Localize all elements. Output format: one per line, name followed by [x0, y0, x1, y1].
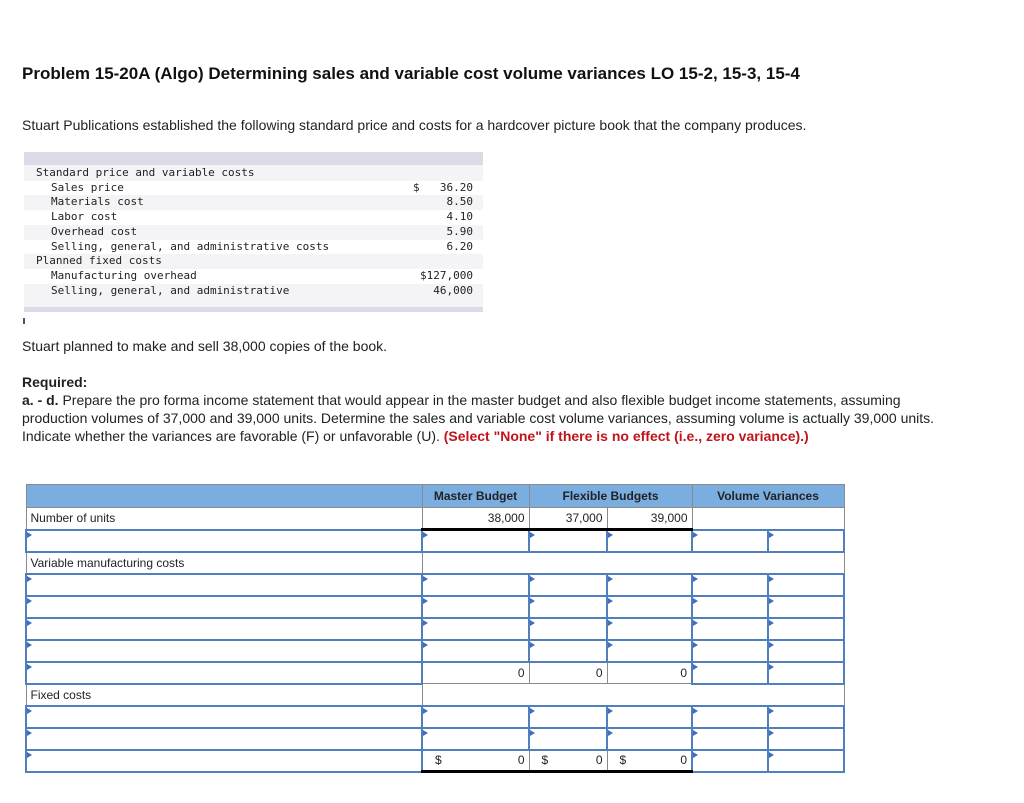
input-row	[26, 706, 844, 728]
standards-row	[24, 195, 483, 210]
standards-value: 6.20	[446, 239, 473, 253]
flex-2-input[interactable]	[607, 728, 692, 750]
variance-fu-select[interactable]	[768, 618, 844, 640]
flex-2-input[interactable]	[607, 706, 692, 728]
standards-row	[24, 254, 483, 269]
flex-1-input[interactable]	[529, 596, 607, 618]
variance-amount-input[interactable]	[692, 706, 768, 728]
standards-label: Overhead cost	[51, 224, 138, 238]
standards-value: 46,000	[433, 283, 473, 297]
fixed-total-amount: 0	[517, 753, 525, 768]
standards-table	[24, 152, 483, 312]
fixed-total-row	[26, 750, 844, 772]
flex-1-input[interactable]	[529, 706, 607, 728]
flex-1-input[interactable]	[529, 728, 607, 750]
standards-row	[24, 225, 483, 240]
header-flexible-budgets: Flexible Budgets	[529, 485, 692, 508]
variance-amount-input[interactable]	[692, 750, 768, 772]
variable-total-value	[607, 662, 692, 684]
variance-fu-select[interactable]	[768, 662, 844, 684]
master-input[interactable]	[422, 728, 529, 750]
input-row	[26, 728, 844, 750]
header-master-budget: Master Budget	[422, 485, 529, 508]
variance-amount-input[interactable]	[692, 530, 768, 552]
label-input[interactable]	[26, 706, 422, 728]
standards-label: Sales price	[51, 180, 124, 194]
input-row	[26, 640, 844, 662]
variance-amount-input[interactable]	[692, 618, 768, 640]
fixed-total-value	[422, 750, 529, 772]
variance-fu-select[interactable]	[768, 728, 844, 750]
flex-1-input[interactable]	[529, 574, 607, 596]
standards-row	[24, 166, 483, 181]
standards-label: Selling, general, and administrative costs	[51, 239, 330, 253]
variance-fu-select[interactable]	[768, 596, 844, 618]
label-input[interactable]	[26, 530, 422, 552]
header-volume-variances: Volume Variances	[692, 485, 844, 508]
label-input[interactable]	[26, 596, 422, 618]
variable-costs-label: Variable manufacturing costs	[26, 552, 422, 574]
variable-total-value	[529, 662, 607, 684]
variance-fu-select[interactable]	[768, 706, 844, 728]
flex-1-input[interactable]	[529, 530, 607, 552]
standards-label: Labor cost	[51, 210, 118, 224]
dollar-sign: $	[435, 753, 442, 768]
standards-row	[24, 269, 483, 284]
variance-fu-select[interactable]	[768, 574, 844, 596]
fixed-costs-row	[26, 684, 844, 706]
dollar-sign: $	[413, 180, 420, 194]
master-input[interactable]	[422, 530, 529, 552]
flex-2-input[interactable]	[607, 640, 692, 662]
required-part: a. - d.	[22, 392, 59, 408]
standards-value: 5.90	[446, 224, 473, 238]
variable-total-amount: 0	[595, 665, 603, 680]
variance-fu-select[interactable]	[768, 530, 844, 552]
label-input[interactable]	[26, 618, 422, 640]
standards-value: $127,000	[420, 268, 473, 282]
blank-cell	[422, 552, 844, 574]
required-text	[22, 373, 952, 445]
label-input[interactable]	[26, 574, 422, 596]
variable-total-label-input[interactable]	[26, 662, 422, 684]
standards-value: 36.20	[439, 180, 473, 194]
flex-2-input[interactable]	[607, 596, 692, 618]
units-variance-blank	[692, 508, 844, 530]
flex-2-input[interactable]	[607, 618, 692, 640]
fixed-total-amount: 0	[595, 753, 603, 768]
flex-2-input[interactable]	[607, 530, 692, 552]
label-input[interactable]	[26, 728, 422, 750]
standards-label: Standard price and variable costs	[36, 166, 255, 179]
budget-table	[25, 484, 845, 773]
input-row	[26, 574, 844, 596]
fixed-total-amount: 0	[680, 753, 687, 768]
input-row	[26, 618, 844, 640]
variance-amount-input[interactable]	[692, 596, 768, 618]
flex-2-input[interactable]	[607, 574, 692, 596]
variable-total-amount: 0	[680, 665, 687, 680]
dollar-sign: $	[619, 753, 627, 768]
variable-total-value	[422, 662, 529, 684]
units-flex-2: 39,000	[607, 508, 692, 530]
fixed-total-label-input[interactable]	[26, 750, 422, 772]
variance-fu-select[interactable]	[768, 750, 844, 772]
blank-cell	[422, 684, 844, 706]
units-flex-1: 37,000	[529, 508, 607, 530]
variance-amount-input[interactable]	[692, 640, 768, 662]
required-body: Prepare the pro forma income statement that would appear in the master budget and also flexible budget income statements, assuming production volumes of 37,000 and 39,000 units. Determine the sales and variable cost volume variances, assuming volume is actually 39,000 units. Indicate whether the variances are favorable (F) or unfavorable (U).	[22, 392, 935, 444]
variable-total-amount: 0	[517, 665, 525, 680]
units-label: Number of units	[26, 508, 422, 530]
standards-row	[24, 240, 483, 255]
variable-total-row	[26, 662, 844, 684]
fixed-total-value	[529, 750, 607, 772]
standards-label: Planned fixed costs	[36, 254, 162, 268]
header-row	[26, 485, 844, 508]
fixed-total-value	[607, 750, 692, 772]
header-blank	[26, 485, 422, 508]
variance-amount-input[interactable]	[692, 728, 768, 750]
units-row	[26, 508, 844, 530]
standards-value: 4.10	[446, 210, 473, 224]
standards-row	[24, 284, 483, 299]
standards-label: Manufacturing overhead	[51, 268, 197, 282]
units-master: 38,000	[422, 508, 529, 530]
variance-amount-input[interactable]	[692, 662, 768, 684]
plan-text: Stuart planned to make and sell 38,000 copies of the book.	[22, 338, 388, 354]
master-input[interactable]	[422, 618, 529, 640]
variable-costs-row	[26, 552, 844, 574]
input-row	[26, 596, 844, 618]
master-input[interactable]	[422, 640, 529, 662]
required-heading: Required:	[22, 374, 88, 390]
standards-row	[24, 181, 483, 196]
master-input[interactable]	[422, 706, 529, 728]
divider	[23, 318, 25, 324]
label-input[interactable]	[26, 640, 422, 662]
fixed-costs-label: Fixed costs	[26, 684, 422, 706]
standards-row	[24, 210, 483, 225]
variance-amount-input[interactable]	[692, 574, 768, 596]
master-input[interactable]	[422, 574, 529, 596]
page-title: Problem 15-20A (Algo) Determining sales and variable cost volume variances LO 15-2, 15-3, 15-4	[22, 64, 800, 83]
standards-value: 8.50	[446, 195, 473, 209]
standards-label: Selling, general, and administrative	[51, 283, 290, 297]
flex-1-input[interactable]	[529, 640, 607, 662]
intro-text: Stuart Publications established the following standard price and costs for a hardcover picture book that the company produces.	[22, 117, 807, 133]
dollar-sign: $	[541, 753, 549, 768]
standards-label: Materials cost	[51, 195, 144, 209]
input-row	[26, 530, 844, 552]
master-input[interactable]	[422, 596, 529, 618]
required-note: (Select "None" if there is no effect (i.e., zero variance).)	[443, 428, 809, 444]
variance-fu-select[interactable]	[768, 640, 844, 662]
flex-1-input[interactable]	[529, 618, 607, 640]
